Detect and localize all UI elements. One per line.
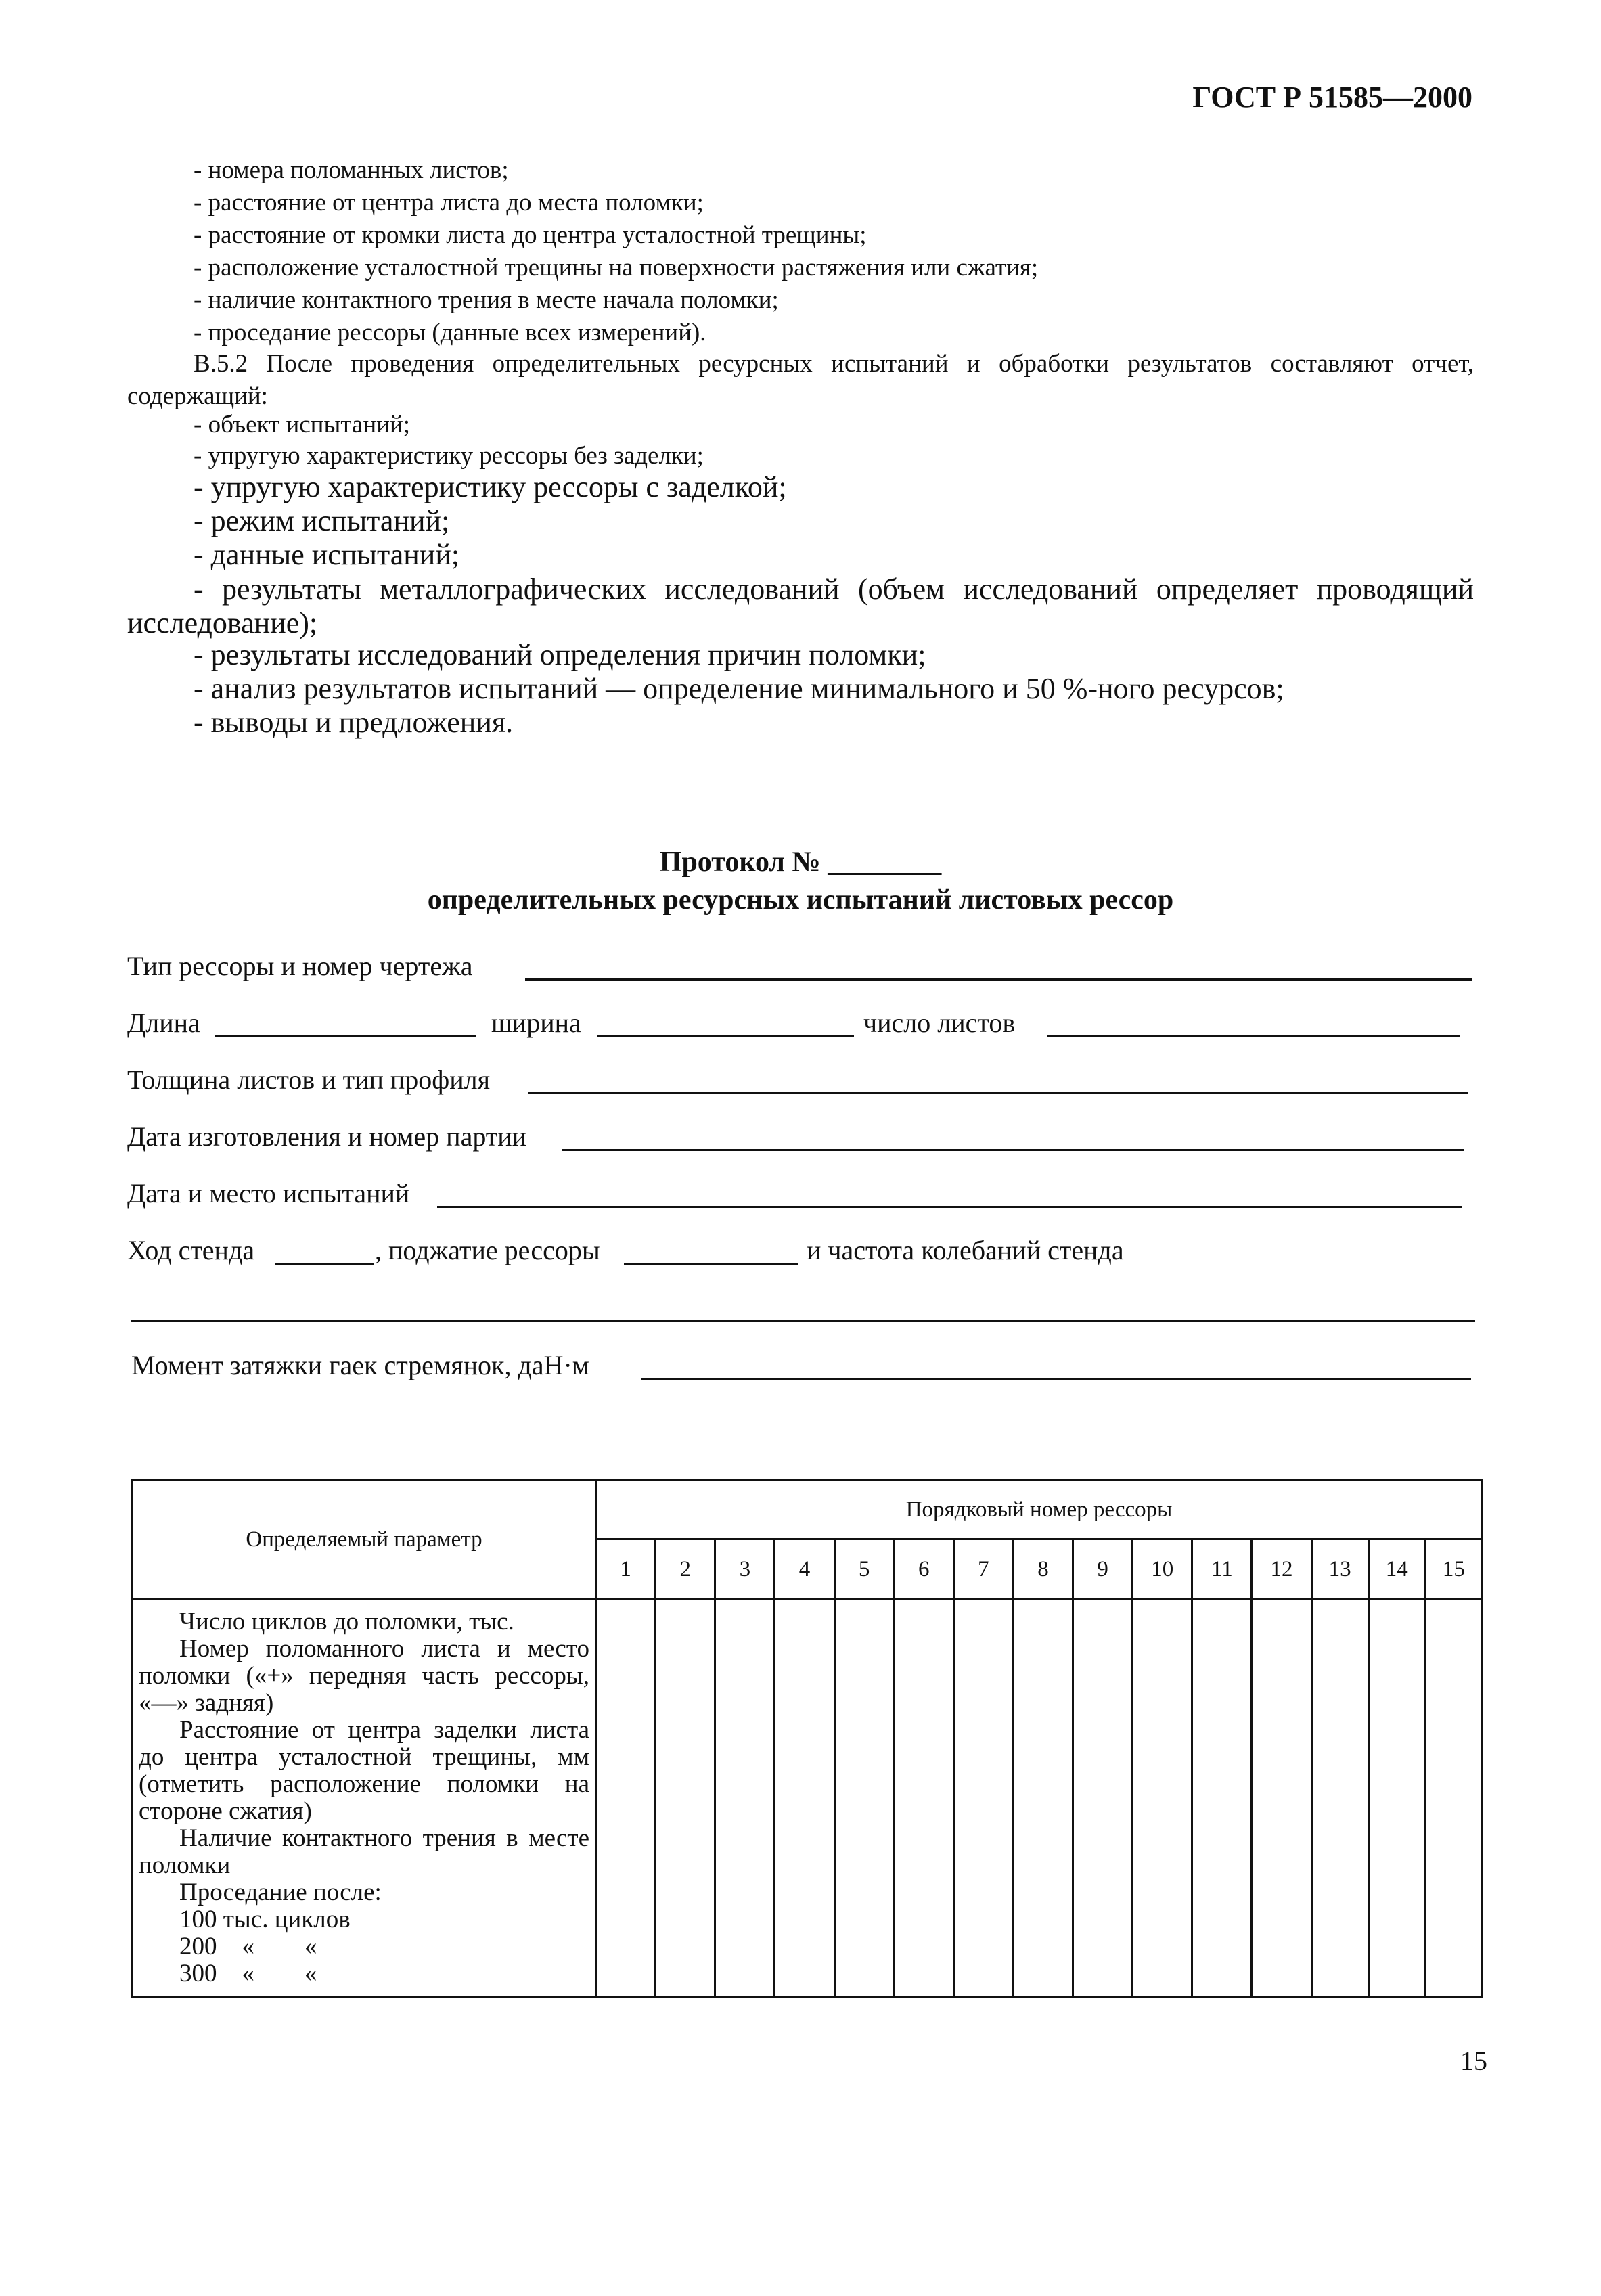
stroke-label: Ход стенда [127,1235,255,1265]
parameter-list [133,1600,596,1997]
width-label: ширина [491,1008,581,1038]
parameter-row: Число циклов до поломки, тыс. [179,1608,514,1636]
table-cell[interactable] [715,1600,775,1997]
paragraph-b52 [127,348,1474,413]
table-cell[interactable] [596,1600,656,1997]
list-item: - результаты исследований определения причин поломки; [194,638,926,671]
list-item: - режим испытаний; [194,504,450,537]
preload-field[interactable] [624,1263,798,1265]
stroke-field[interactable] [275,1263,374,1265]
column-header: 2 [656,1539,715,1600]
thickness-field[interactable] [528,1092,1468,1094]
table-cell[interactable] [1192,1600,1252,1997]
spring-type-label: Тип рессоры и номер чертежа [127,951,473,981]
column-header: 15 [1425,1539,1482,1600]
width-field[interactable] [597,1035,854,1037]
column-header: 11 [1192,1539,1252,1600]
table-cell[interactable] [894,1600,953,1997]
spring-type-field[interactable] [525,978,1472,981]
table-cell[interactable] [1425,1600,1482,1997]
table-cell[interactable] [656,1600,715,1997]
frequency-label: и частота колебаний стенда [807,1235,1124,1265]
list-item: - расположение усталостной трещины на поверхности растяжения или сжатия; [194,254,1039,282]
column-header: 3 [715,1539,775,1600]
protocol-title: Протокол № ________ [659,847,942,878]
column-header: 5 [834,1539,894,1600]
list-item: - выводы и предложения. [194,706,514,739]
length-label: Длина [127,1008,200,1038]
table-cell[interactable] [834,1600,894,1997]
column-header: 7 [953,1539,1013,1600]
preload-label: , поджатие рессоры [375,1235,600,1265]
table-cell[interactable] [775,1600,834,1997]
results-table [131,1479,1483,1998]
column-header: 9 [1073,1539,1133,1600]
column-header: 13 [1311,1539,1368,1600]
list-item: - анализ результатов испытаний — определение минимального и 50 %-ного ресурсов; [194,672,1284,705]
param-header: Определяемый параметр [133,1481,596,1600]
list-item: - упругую характеристику рессоры с заделкой; [194,470,787,503]
parameter-text: Наличие контактного трения в месте поломки [139,1824,590,1879]
column-header: 6 [894,1539,953,1600]
parameter-text: Номер поломанного листа и место поломки («+» передняя часть рессоры, «—» задняя) [139,1635,590,1717]
parameter-row [139,1717,589,1825]
spring-number-header: Порядковый номер рессоры [596,1481,1483,1539]
sheets-label: число листов [863,1008,1016,1038]
protocol-subtitle: определительных ресурсных испытаний листовых рессор [427,884,1174,916]
length-field[interactable] [215,1035,476,1037]
parameter-row: Проседание после: [179,1878,382,1906]
frequency-field[interactable] [131,1320,1475,1322]
list-item: - расстояние от кромки листа до центра усталостной трещины; [194,221,867,249]
test-date-field[interactable] [437,1206,1462,1208]
parameter-row [139,1636,589,1717]
table-cell[interactable] [1013,1600,1073,1997]
list-item: - упругую характеристику рессоры без заделки; [194,442,704,470]
torque-field[interactable] [641,1378,1471,1380]
list-item: - наличие контактного трения в месте начала поломки; [194,286,779,314]
list-item: - расстояние от центра листа до места поломки; [194,189,704,217]
sheets-field[interactable] [1047,1035,1460,1037]
column-header: 4 [775,1539,834,1600]
parameter-text: Расстояние от центра заделки листа до центра усталостной трещины, мм (отметить расположение поломки на стороне сжатия) [139,1716,590,1825]
parameter-row: 100 тыс. циклов [179,1906,351,1933]
parameter-row: 200 « « [179,1933,317,1960]
table-cell[interactable] [1073,1600,1133,1997]
column-header: 12 [1252,1539,1311,1600]
table-cell[interactable] [1311,1600,1368,1997]
table-cell[interactable] [1133,1600,1192,1997]
test-date-label: Дата и место испытаний [127,1178,410,1209]
paragraph-text: В.5.2 После проведения определительных ресурсных испытаний и обработки результатов составляют отчет, содержащий: [127,350,1474,410]
parameter-row: 300 « « [179,1960,317,1987]
parameter-row [139,1825,589,1879]
manufacture-field[interactable] [562,1149,1464,1151]
thickness-label: Толщина листов и тип профиля [127,1064,490,1095]
list-item: - номера поломанных листов; [194,156,509,184]
table-cell[interactable] [953,1600,1013,1997]
list-item: - объект испытаний; [194,411,411,438]
column-header: 10 [1133,1539,1192,1600]
column-header: 1 [596,1539,656,1600]
table-cell[interactable] [1368,1600,1425,1997]
document-code: ГОСТ Р 51585—2000 [1192,81,1472,114]
table-cell[interactable] [1252,1600,1311,1997]
page-number: 15 [1460,2046,1487,2076]
column-header: 8 [1013,1539,1073,1600]
paragraph-text: - результаты металлографических исследований (объем исследований определяет проводящий исследование); [127,572,1474,639]
column-header: 14 [1368,1539,1425,1600]
list-item: - проседание рессоры (данные всех измерений). [194,319,706,346]
manufacture-label: Дата изготовления и номер партии [127,1121,527,1152]
torque-label: Момент затяжки гаек стремянок, даН·м [131,1350,590,1380]
paragraph-metallography [127,572,1474,640]
list-item: - данные испытаний; [194,538,460,571]
